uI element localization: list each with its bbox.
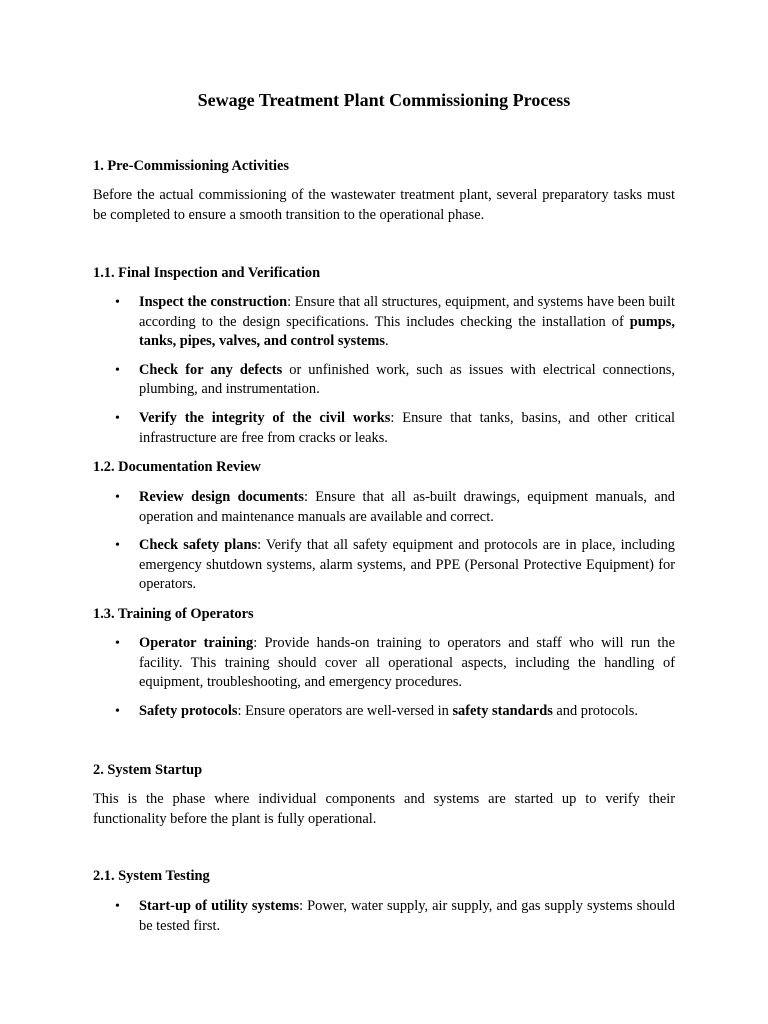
section-1-2-heading: 1.2. Documentation Review: [93, 459, 261, 475]
bullet-icon: •: [115, 538, 120, 554]
list-item: [93, 361, 675, 400]
section-1-1-heading: 1.1. Final Inspection and Verification: [93, 265, 321, 281]
section-1-intro: Before the actual commissioning of the wastewater treatment plant, several preparatory tasks must be completed to ensure a smooth transition to the operational phase.: [93, 187, 675, 223]
list-item: [93, 488, 675, 527]
section-1-3-list: [93, 634, 675, 721]
list-item: [93, 634, 675, 693]
bullet-icon: •: [115, 295, 120, 310]
list-item: [93, 897, 675, 936]
section-1-1-list: [93, 293, 675, 448]
item-text: : Verify that all safety equipment and protocols are in place, including emergency shutdown systems, alarm systems, and PPE (Personal Protective Equipment) for operators.: [139, 537, 675, 593]
item-text: : Ensure operators are well-versed in: [237, 702, 453, 719]
section-2-1-heading: 2.1. System Testing: [93, 868, 210, 884]
section-1-heading: 1. Pre-Commissioning Activities: [93, 158, 289, 174]
item-bold-term: Check safety plans: [139, 537, 258, 554]
item-bold-term: Safety protocols: [139, 702, 238, 719]
item-bold-term: Review design documents: [139, 489, 304, 505]
bullet-icon: •: [115, 362, 120, 378]
list-item: [93, 409, 675, 448]
item-text: : Provide hands-on training to operators and staff who will run the facility. This training should cover all operational aspects, including the handling of equipment, troubleshooting, and emergency procedures.: [139, 635, 675, 691]
bullet-icon: •: [115, 490, 120, 505]
section-2-intro: This is the phase where individual components and systems are started up to verify their functionality before the plant is fully operational.: [93, 791, 675, 827]
item-text: : Ensure that all as-built drawings, equipment manuals, and operation and maintenance manuals are available and correct.: [139, 489, 675, 525]
item-text: : Power, water supply, air supply, and gas supply systems should be tested first.: [139, 898, 676, 934]
item-bold-term-2: pumps, tanks, pipes, valves, and control systems: [139, 313, 675, 350]
item-bold-term-2: safety standards: [452, 702, 553, 719]
list-item: [93, 536, 675, 595]
item-text: : Ensure that tanks, basins, and other critical infrastructure are free from cracks or leaks.: [139, 409, 675, 446]
section-2-1-list: [93, 897, 675, 936]
bullet-icon: •: [115, 410, 120, 426]
item-text-2: .: [385, 333, 389, 350]
bullet-icon: •: [115, 703, 120, 719]
bullet-icon: •: [115, 899, 120, 914]
item-bold-term: Inspect the construction: [139, 294, 288, 310]
item-bold-term: Operator training: [139, 635, 254, 651]
item-bold-term: Verify the integrity of the civil works: [139, 409, 391, 426]
item-text: or unfinished work, such as issues with electrical connections, plumbing, and instrumentation.: [139, 361, 675, 398]
section-1-2-list: [93, 488, 675, 595]
page-title: Sewage Treatment Plant Commissioning Process: [197, 90, 571, 110]
bullet-icon: •: [115, 636, 120, 651]
list-item: [93, 702, 675, 722]
list-item: [93, 293, 675, 352]
item-bold-term: Start-up of utility systems: [139, 898, 300, 914]
item-bold-term: Check for any defects: [139, 361, 283, 378]
section-1-3-heading: 1.3. Training of Operators: [93, 606, 254, 622]
section-2-heading: 2. System Startup: [93, 762, 203, 778]
item-text: : Ensure that all structures, equipment, and systems have been built according to the design specifications. This includes checking the installation of: [139, 294, 675, 330]
item-text-2: and protocols.: [552, 702, 638, 719]
